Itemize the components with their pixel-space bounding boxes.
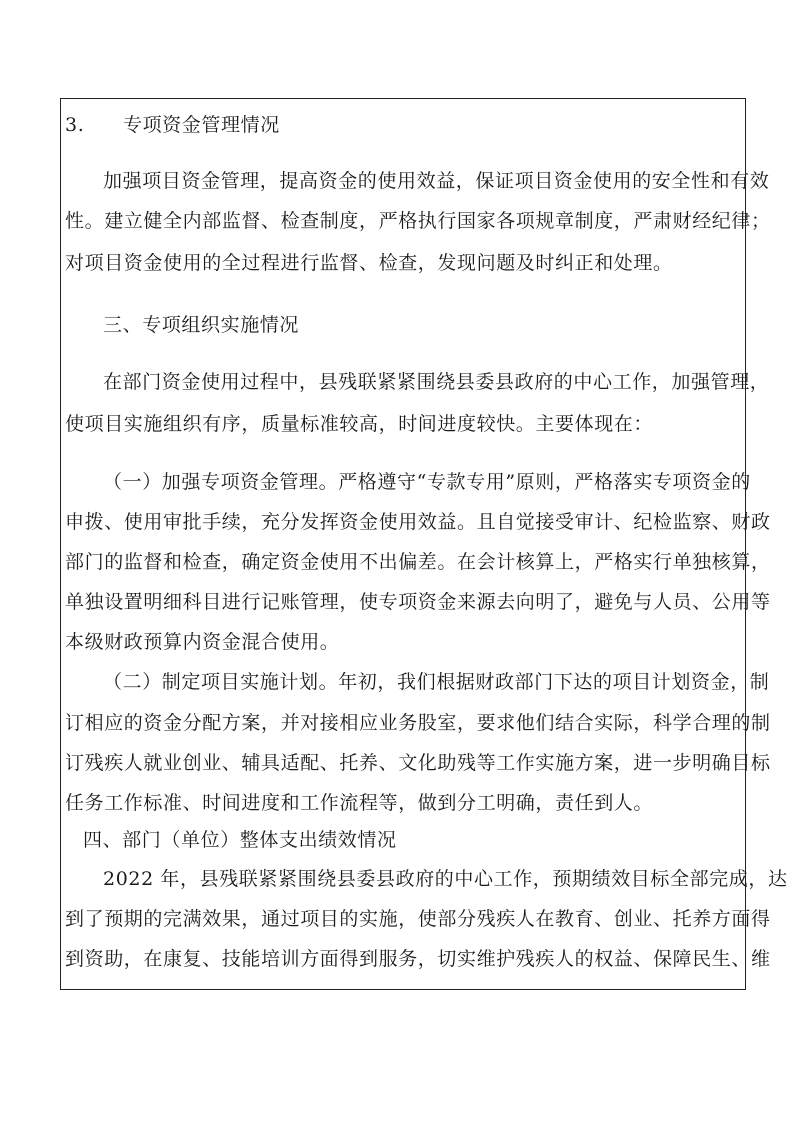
section-heading: 三、专项组织实施情况 [103,314,300,336]
paragraph-line: 部门的监督和检查，确定资金使用不出偏差。在会计核算上，严格实行单独核算， [65,551,771,573]
section-heading: 四、部门（单位）整体支出绩效情况 [83,829,397,851]
paragraph-line: 单独设置明细科目进行记账管理，使专项资金来源去向明了，避免与人员、公用等 [65,591,771,613]
paragraph-line: 本级财政预算内资金混合使用。 [65,631,340,653]
section-number: 3. [65,114,85,136]
paragraph-line: （一）加强专项资金管理。严格遵守“专款专用”原则，严格落实专项资金的 [103,471,751,493]
paragraph-line: 性。建立健全内部监督、检查制度，严格执行国家各项规章制度，严肃财经纪律； [65,210,771,232]
paragraph-line: （二）制定项目实施计划。年初，我们根据财政部门下达的项目计划资金，制 [103,671,770,693]
paragraph-line: 使项目实施组织有序，质量标准较高，时间进度较快。主要体现在： [65,413,654,435]
paragraph-line: 申拨、使用审批手续，充分发挥资金使用效益。且自觉接受审计、纪检监察、财政 [65,511,771,533]
paragraph-line: 到了预期的完满效果，通过项目的实施，使部分残疾人在教育、创业、托养方面得 [65,908,771,930]
paragraph-line: 2022 年，县残联紧紧围绕县委县政府的中心工作，预期绩效目标全部完成，达 [103,868,788,890]
paragraph-line: 加强项目资金管理，提高资金的使用效益，保证项目资金使用的安全性和有效 [103,170,770,192]
paragraph-line: 到资助，在康复、技能培训方面得到服务，切实维护残疾人的权益、保障民生、维 [65,948,771,970]
section-3-heading [65,113,280,137]
document-frame [60,98,788,990]
paragraph-line: 在部门资金使用过程中，县残联紧紧围绕县委县政府的中心工作，加强管理， [103,371,770,393]
paragraph-line: 任务工作标准、时间进度和工作流程等，做到分工明确，责任到人。 [65,792,654,814]
section-title: 专项资金管理情况 [123,114,280,136]
paragraph-line: 对项目资金使用的全过程进行监督、检查，发现问题及时纠正和处理。 [65,252,673,274]
paragraph-line: 订相应的资金分配方案，并对接相应业务股室，要求他们结合实际，科学合理的制 [65,712,771,734]
paragraph-line: 订残疾人就业创业、辅具适配、托养、文化助残等工作实施方案，进一步明确目标 [65,752,771,774]
